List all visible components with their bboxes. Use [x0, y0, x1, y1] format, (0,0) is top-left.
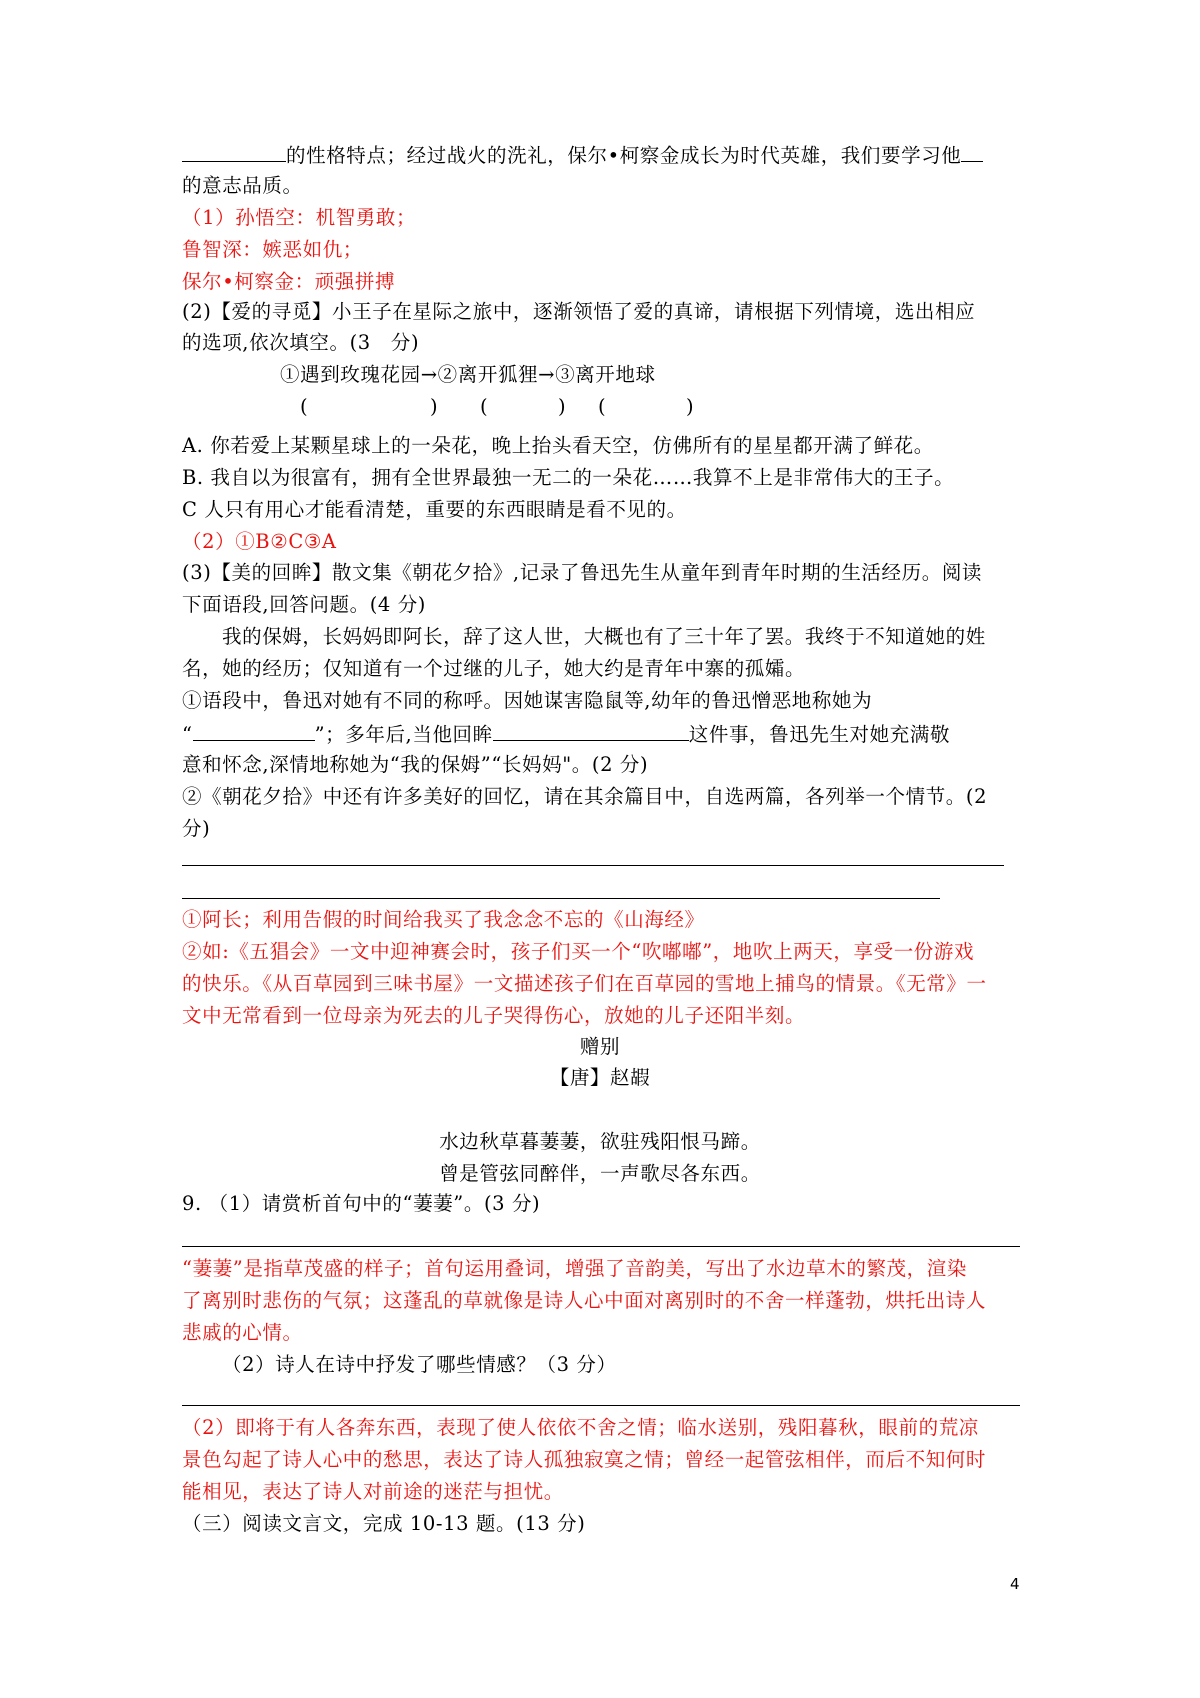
q8-3-line2: 下面语段,回答问题。(4 分): [182, 593, 427, 616]
q9-2: （2）诗人在诗中抒发了哪些情感？（3 分）: [222, 1353, 617, 1376]
section-3-heading: （三）阅读文言文，完成 10-13 题。(13 分): [182, 1512, 586, 1535]
answer-blank: [193, 719, 315, 741]
sub2-line1: ②《朝花夕拾》中还有许多美好的回忆，请在其余篇目中，自选两篇，各列举一个情节。(2: [182, 785, 988, 808]
q9-1: 9. （1）请赏析首句中的“萋萋”。(3 分): [182, 1192, 541, 1215]
answer-q8-3-2-l3: 文中无常看到一位母亲为死去的儿子哭得伤心，放她的儿子还阳半刻。: [182, 1004, 806, 1027]
paren-open-2: (: [480, 395, 489, 418]
q8-2-line2: 的选项,依次填空。(3 分): [182, 331, 420, 354]
answer-q8-3-1: ①阿长；利用告假的时间给我买了我念念不忘的《山海经》: [182, 908, 705, 931]
paren-open-3: (: [598, 395, 607, 418]
paren-open-1: (: [300, 395, 309, 418]
paren-close-2: ): [558, 395, 567, 418]
answer-q9-2-l3: 能相见，表达了诗人对前途的迷茫与担忧。: [182, 1480, 564, 1503]
answer-blank: [961, 140, 983, 162]
q8-1-line1: 的性格特点；经过战火的洗礼，保尔•柯察金成长为时代英雄，我们要学习他: [182, 140, 983, 170]
passage-line1: 我的保姆，长妈妈即阿长，辞了这人世，大概也有了三十年了罢。我终于不知道她的姓: [222, 625, 986, 648]
paren-close-3: ): [686, 395, 695, 418]
q8-1-line2: 的意志品质。: [182, 174, 303, 197]
answer-q9-2-l1: （2）即将于有人各奔东西，表现了使人依依不舍之情；临水送别，残阳暮秋，眼前的荒凉: [182, 1416, 979, 1439]
option-c: C 人只有用心才能看清楚，重要的东西眼睛是看不见的。: [182, 498, 687, 521]
poem-line1: 水边秋草暮萋萋，欲驻残阳恨马蹄。: [439, 1130, 761, 1153]
sub1-line2: “ ”；多年后,当他回眸 这件事，鲁迅先生对她充满敬: [182, 719, 950, 749]
option-b: B. 我自以为很富有，拥有全世界最独一无二的一朵花……我算不上是非常伟大的王子。: [182, 466, 955, 489]
answer-q9-1-l1: “萋萋”是指草茂盛的样子；首句运用叠词，增强了音韵美，写出了水边草木的繁茂，渲染: [182, 1257, 967, 1280]
answer-line: [182, 865, 1004, 866]
answer-q8-1-c: 保尔•柯察金：顽强拼搏: [182, 270, 396, 293]
poem-line2: 曾是管弦同醉伴，一声歌尽各东西。: [439, 1162, 761, 1185]
q8-2-sequence: ①遇到玫瑰花园→②离开狐狸→③离开地球: [280, 363, 656, 386]
answer-q8-1-b: 鲁智深：嫉恶如仇；: [182, 238, 363, 261]
answer-q8-3-2-l1: ②如:《五猖会》一文中迎神赛会时，孩子们买一个“吹嘟嘟”，地吹上两天，享受一份游戏: [182, 940, 975, 963]
answer-line: [182, 1246, 1020, 1247]
passage-line2: 名，她的经历；仅知道有一个过继的儿子，她大约是青年中寨的孤孀。: [182, 657, 806, 680]
page-number: 4: [1010, 1575, 1020, 1593]
poem-title: 赠别: [579, 1035, 621, 1058]
answer-q9-2-l2: 景色勾起了诗人心中的愁思，表达了诗人孤独寂寞之情；曾经一起管弦相伴，而后不知何时: [182, 1448, 987, 1471]
sub1-line3: 意和怀念,深情地称她为“我的保姆”“长妈妈"。(2 分): [182, 753, 649, 776]
answer-blank: [182, 140, 286, 162]
answer-q8-2: （2）①B②C③A: [182, 530, 337, 553]
answer-line: [182, 898, 940, 899]
answer-blank: [493, 719, 689, 741]
answer-q9-1-l3: 悲戚的心情。: [182, 1321, 303, 1344]
answer-q9-1-l2: 了离别时悲伤的气氛；这蓬乱的草就像是诗人心中面对离别时的不舍一样蓬勃，烘托出诗人: [182, 1289, 987, 1312]
sub2-line2: 分): [182, 817, 211, 840]
answer-line: [182, 1405, 1020, 1406]
answer-q8-3-2-l2: 的快乐。《从百草园到三味书屋》一文描述孩子们在百草园的雪地上捕鸟的情景。《无常》一: [182, 972, 987, 995]
paren-close-1: ): [430, 395, 439, 418]
option-a: A. 你若爱上某颗星球上的一朵花，晚上抬头看天空，仿佛所有的星星都开满了鲜花。: [182, 434, 934, 457]
sub1-line1: ①语段中，鲁迅对她有不同的称呼。因她谋害隐鼠等,幼年的鲁迅憎恶地称她为: [182, 689, 873, 712]
q8-3-line1: (3)【美的回眸】散文集《朝花夕拾》,记录了鲁迅先生从童年到青年时期的生活经历。阅读: [182, 561, 983, 584]
answer-q8-1-a: （1）孙悟空：机智勇敢；: [182, 206, 417, 229]
q8-2-line1: (2)【爱的寻觅】小王子在星际之旅中，逐渐领悟了爱的真谛，请根据下列情境，选出相应: [182, 300, 976, 323]
poem-author: 【唐】赵嘏: [549, 1066, 651, 1089]
